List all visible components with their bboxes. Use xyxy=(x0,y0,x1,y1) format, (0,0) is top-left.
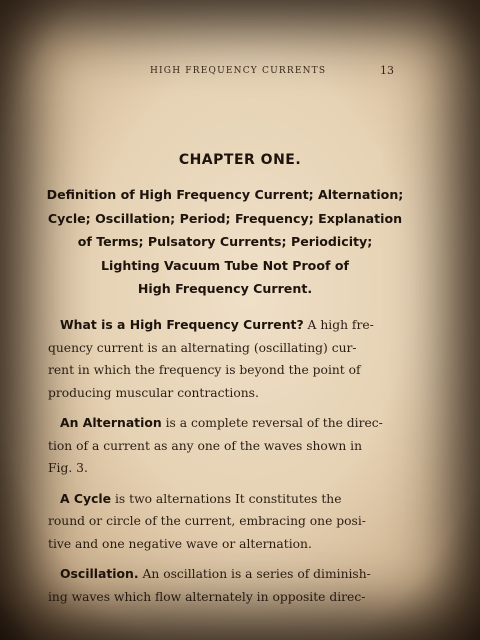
paragraph-text: An oscillation is a series of diminish- xyxy=(138,567,371,581)
paragraph-line xyxy=(48,314,398,337)
synopsis-line: of Terms; Pulsatory Currents; Periodicity; xyxy=(77,234,373,249)
paragraph-line: producing muscular contractions. xyxy=(48,385,259,400)
paragraph-line xyxy=(48,488,398,511)
synopsis-line: High Frequency Current. xyxy=(137,281,313,296)
paragraph-cycle xyxy=(48,488,398,556)
paragraph-line: rent in which the frequency is beyond the point of xyxy=(48,363,361,377)
chapter-synopsis xyxy=(40,183,410,301)
term-heading: What is a High Frequency Current? xyxy=(60,317,304,332)
synopsis-line: Cycle; Oscillation; Period; Frequency; Explanation xyxy=(47,210,403,226)
paragraph-text: is two alternations It constitutes the xyxy=(111,491,342,506)
running-head: HIGH FREQUENCY CURRENTS xyxy=(150,66,327,76)
paragraph-line: round or circle of the current, embracing one posi- xyxy=(48,514,366,528)
term-heading: Oscillation. xyxy=(60,566,139,581)
paragraph-oscillation xyxy=(48,563,398,608)
synopsis-line: Definition of High Frequency Current; Alternation; xyxy=(46,187,404,202)
paragraph-line: quency current is an alternating (oscillating) cur- xyxy=(48,340,357,355)
paragraph-line xyxy=(48,412,398,435)
paragraph-text: A high fre- xyxy=(303,318,374,332)
paragraph-line: ing waves which flow alternately in opposite direc- xyxy=(48,589,366,604)
paragraph-line: tive and one negative wave or alternation. xyxy=(48,536,312,551)
paragraph-line: Fig. 3. xyxy=(48,461,88,475)
paragraph-high-frequency-current xyxy=(48,314,398,404)
paragraph-text: is a complete reversal of the direc- xyxy=(161,416,383,430)
term-heading: An Alternation xyxy=(60,415,162,430)
synopsis-line: Lighting Vacuum Tube Not Proof of xyxy=(101,257,349,273)
term-heading: A Cycle xyxy=(60,490,112,506)
paragraph-alternation xyxy=(48,412,398,480)
body-text xyxy=(48,314,398,616)
chapter-title: CHAPTER ONE. xyxy=(178,152,302,168)
page-number: 13 xyxy=(380,64,394,77)
paragraph-line xyxy=(48,563,398,586)
paragraph-line: tion of a current as any one of the waves shown in xyxy=(48,438,363,453)
